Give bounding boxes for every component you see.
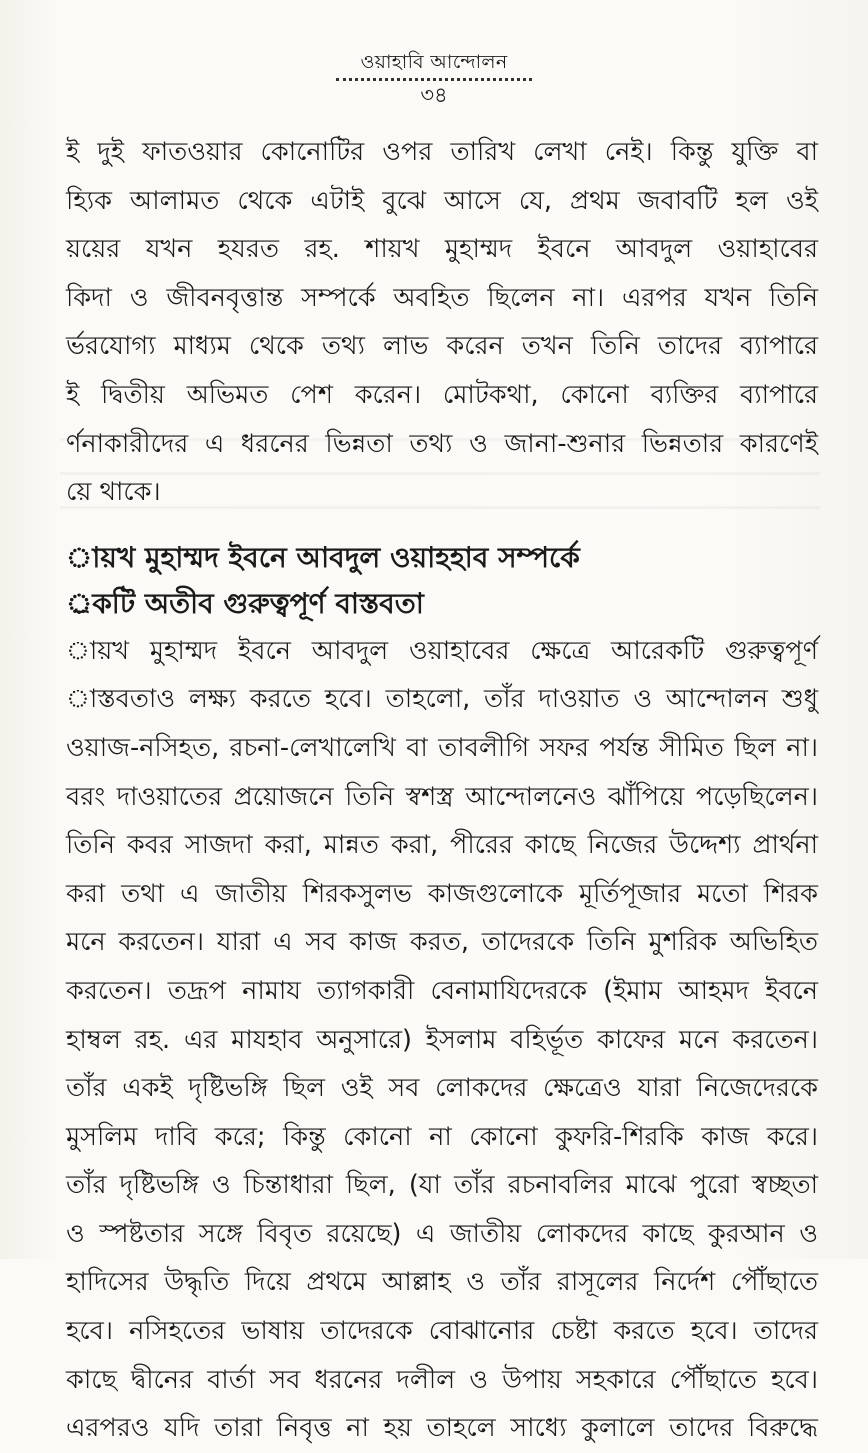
text-line: াস্তবতাও লক্ষ্য করতে হবে। তাহলো, তাঁর দাওয়াত ও আন্দোলন শুধু bbox=[66, 684, 818, 715]
running-header bbox=[0, 50, 868, 107]
text-line: এরপরও যদি তারা নিবৃত্ত না হয় তাহলে সাধ্যে কুলালে তাদের বিরুদ্ধে bbox=[66, 1413, 818, 1444]
text-line: য়য়ের যখন হযরত রহ. শায়খ মুহাম্মদ ইবনে আবদুল ওয়াহাবের bbox=[66, 234, 818, 265]
text-line: য়ে থাকে। bbox=[66, 477, 161, 508]
text-line: মনে করতেন। যারা এ সব কাজ করত, তাদেরকে তিনি মুশরিক অভিহিত bbox=[66, 927, 818, 958]
page-number: ৩৪ bbox=[420, 83, 448, 107]
section-heading-line: ায়খ মুহাম্মদ ইবনে আবদুল ওয়াহহাব সম্পর্কে bbox=[66, 540, 580, 574]
text-line: ায়খ মুহাম্মদ ইবনে আবদুল ওয়াহাবের ক্ষেত্রে আরেকটি গুরুত্বপূর্ণ bbox=[66, 635, 818, 666]
text-line: ই দুই ফাতওয়ার কোনোটির ওপর তারিখ লেখা নেই। কিন্তু যুক্তি বা bbox=[66, 137, 818, 167]
text-line: বরং দাওয়াতের প্রয়োজনে তিনি স্বশস্ত্র আন্দোলনেও ঝাঁপিয়ে পড়েছিলেন। bbox=[66, 781, 818, 812]
text-line: ওয়াজ-নসিহত, রচনা-লেখালেখি বা তাবলীগি সফর পর্যন্ত সীমিত ছিল না। bbox=[66, 732, 818, 763]
text-line: হাম্বল রহ. এর মাযহাব অনুসারে) ইসলাম বহির্ভূত কাফের মনে করতেন। bbox=[66, 1024, 818, 1055]
text-line: কাছে দ্বীনের বার্তা সব ধরনের দলীল ও উপায় সহকারে পৌঁছাতে হবে। bbox=[66, 1364, 818, 1395]
text-line: তাঁর দৃষ্টিভঙ্গি ও চিন্তাধারা ছিল, (যা তাঁর রচনাবলির মাঝে পুরো স্বচ্ছতা bbox=[66, 1170, 818, 1201]
section-heading bbox=[0, 535, 868, 627]
dotted-rule bbox=[336, 78, 532, 81]
text-line: মুসলিম দাবি করে; কিন্তু কোনো না কোনো কুফরি-শিরকি কাজ করে। bbox=[66, 1121, 818, 1152]
running-header-title: ওয়াহাবি আন্দোলন bbox=[360, 51, 508, 73]
text-line: তিনি কবর সাজদা করা, মান্নত করা, পীরের কাছে নিজের উদ্দেশ্য প্রার্থনা bbox=[66, 830, 818, 861]
text-line: করতেন। তদ্রূপ নামায ত্যাগকারী বেনামাযিদেরকে (ইমাম আহমদ ইবনে bbox=[66, 975, 818, 1006]
text-line: ই দ্বিতীয় অভিমত পেশ করেন। মোটকথা, কোনো ব্যক্তির ব্যাপারে bbox=[66, 379, 818, 410]
body-text bbox=[0, 128, 868, 1453]
text-line: ও স্পষ্টতার সঙ্গে বিবৃত রয়েছে) এ জাতীয় লোকদের কাছে কুরআন ও bbox=[66, 1218, 818, 1249]
text-line: হ্যিক আলামত থেকে এটাই বুঝে আসে যে, প্রথম জবাবটি হল ওই bbox=[66, 185, 818, 216]
text-line: করা তথা এ জাতীয় শিরকসুলভ কাজগুলোকে মূর্তিপূজার মতো শিরক bbox=[66, 878, 818, 909]
text-line: হাদিসের উদ্ধৃতি দিয়ে প্রথমে আল্লাহ ও তাঁর রাসূলের নির্দেশ পৌঁছাতে bbox=[66, 1267, 818, 1298]
paragraph-2 bbox=[0, 627, 868, 1453]
paragraph-1 bbox=[0, 128, 868, 517]
text-line: তাঁর একই দৃষ্টিভঙ্গি ছিল ওই সব লোকদের ক্ষেত্রেও যারা নিজেদেরকে bbox=[66, 1073, 818, 1104]
text-line: হবে। নসিহতের ভাষায় তাদেরকে বোঝানোর চেষ্টা করতে হবে। তাদের bbox=[66, 1316, 818, 1347]
text-line: কিদা ও জীবনবৃত্তান্ত সম্পর্কে অবহিত ছিলেন না। এরপর যখন তিনি bbox=[66, 282, 818, 313]
section-heading-line: ্রকটি অতীব গুরুত্বপূর্ণ বাস্তবতা bbox=[66, 586, 424, 620]
text-line: র্ণনাকারীদের এ ধরনের ভিন্নতা তথ্য ও জানা-শুনার ভিন্নতার কারণেই bbox=[66, 428, 818, 459]
text-line: র্ভরযোগ্য মাধ্যম থেকে তথ্য লাভ করেন তখন তিনি তাদের ব্যাপারে bbox=[66, 331, 818, 362]
